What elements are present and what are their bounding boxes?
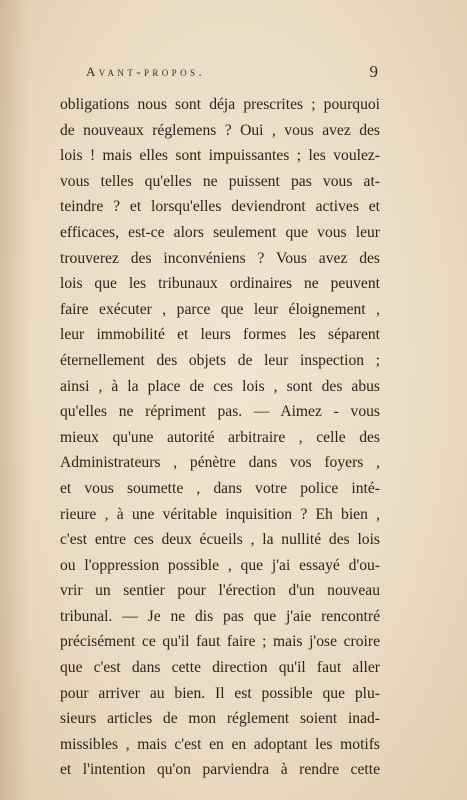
text-line: éternellement des objets de leur inspection ; bbox=[60, 351, 380, 369]
page-number: 9 bbox=[369, 62, 378, 81]
text-line: et l'intention qu'on parviendra à rendre cette bbox=[60, 761, 380, 779]
text-line: pour arriver au bien. Il est possible que plu- bbox=[60, 684, 380, 702]
text-line: mieux qu'une autorité arbitraire , celle des bbox=[60, 428, 380, 446]
text-line: ainsi , à la place de ces lois , sont des abus bbox=[60, 377, 380, 395]
text-line: leur immobilité et leurs formes les séparent bbox=[60, 326, 380, 344]
text-line: qu'elles ne répriment pas. — Aimez - vous bbox=[60, 403, 380, 421]
text-line: efficaces, est-ce alors seulement que vous leur bbox=[60, 223, 380, 241]
text-line: teindre ? et lorsqu'elles deviendront actives et bbox=[60, 198, 380, 216]
spine-shadow bbox=[0, 0, 28, 800]
text-line: trouverez des inconvéniens ? Vous avez des bbox=[60, 249, 380, 267]
text-line: obligations nous sont déja prescrites ; pourquoi bbox=[60, 96, 380, 113]
text-line: lois que les tribunaux ordinaires ne peuvent bbox=[60, 275, 380, 293]
text-line: sieurs articles de mon réglement soient inad- bbox=[60, 710, 380, 728]
body-paragraph bbox=[60, 92, 380, 783]
text-line: faire exécuter , parce que leur éloignement , bbox=[60, 300, 380, 318]
text-line: lois ! mais elles sont impuissantes ; les voulez- bbox=[60, 147, 380, 165]
text-line: Administrateurs , pénètre dans vos foyers , bbox=[60, 454, 380, 472]
text-line: de nouveaux réglemens ? Oui , vous avez des bbox=[60, 121, 380, 139]
text-line: vrir un sentier pour l'érection d'un nouveau bbox=[60, 582, 380, 600]
text-line: missibles , mais c'est en en adoptant les motifs bbox=[60, 735, 380, 753]
text-line: ou l'oppression possible , que j'ai essayé d'ou- bbox=[60, 556, 380, 574]
text-line: vous telles qu'elles ne puissent pas vous at- bbox=[60, 172, 380, 190]
text-line: que c'est dans cette direction qu'il faut aller bbox=[60, 659, 380, 677]
text-line: tribunal. — Je ne dis pas que j'aie rencontré bbox=[60, 607, 380, 625]
text-line: rieure , à une véritable inquisition ? Eh bien , bbox=[60, 505, 380, 523]
text-line: c'est entre ces deux écueils , la nullité des lois bbox=[60, 531, 380, 549]
text-line: et vous soumette , dans votre police inté- bbox=[60, 479, 380, 497]
running-header bbox=[86, 64, 378, 88]
running-title: Avant-propos. bbox=[86, 64, 206, 79]
text-line: précisément ce qu'il faut faire ; mais j'ose croire bbox=[60, 633, 380, 651]
